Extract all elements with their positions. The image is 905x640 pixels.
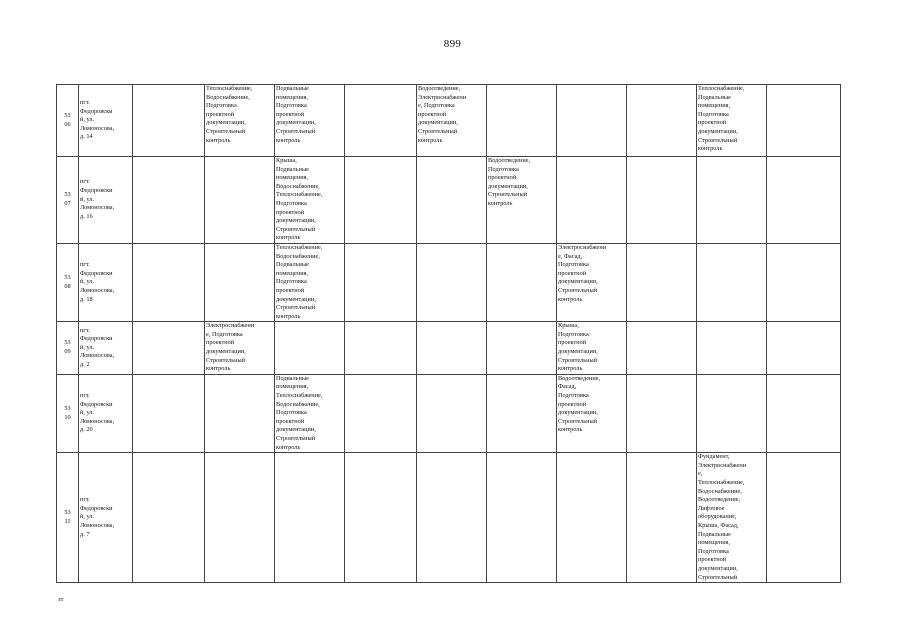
- work-text: Электроснабжени е, Фасад, Подготовка проектной документации, Строительный контроль: [558, 243, 607, 303]
- work-text: Теплоснабжение, Водоснабжение, Подвальные помещения, Подготовка проектной документации, Строительный контроль: [276, 243, 323, 320]
- address-cell: [79, 157, 133, 244]
- work-cell: [627, 157, 697, 244]
- footer-code: зт: [58, 596, 64, 603]
- work-cell: [133, 322, 205, 375]
- work-cell: [133, 453, 205, 583]
- address-cell: [79, 243, 133, 321]
- work-cell: [345, 85, 417, 157]
- address-text: пгт. Федоровски й, ул. Ломоносова, д. 16: [80, 178, 115, 220]
- row-number: 53 06: [64, 111, 71, 128]
- table-row: [57, 85, 841, 157]
- work-cell: [767, 453, 841, 583]
- address-cell: [79, 453, 133, 583]
- address-text: пгт. Федоровски й, ул. Ломоносова, д. 2: [80, 326, 115, 368]
- row-number-cell: [57, 157, 79, 244]
- work-cell: [557, 85, 627, 157]
- work-cell: [205, 374, 275, 452]
- work-text: Крыша, Подготовка проектной документации, Строительный контроль: [558, 322, 598, 373]
- work-text: Подвальные помещения, Теплоснабжение, Водоснабжение, Подготовка проектной документации, Строительный контроль: [276, 374, 323, 451]
- work-cell: [133, 243, 205, 321]
- work-cell: [697, 85, 767, 157]
- table-row: [57, 453, 841, 583]
- work-text: Водоотведение, Электроснабжени е, Подготовка проектной документации, Строительный контроль: [418, 85, 467, 144]
- address-text: пгт. Федоровски й, ул. Ломоносова, д. 20: [80, 392, 115, 434]
- work-cell: [767, 85, 841, 157]
- work-cell: [205, 157, 275, 244]
- work-cell: [627, 243, 697, 321]
- table-row: [57, 322, 841, 375]
- work-cell: [487, 157, 557, 244]
- work-cell: [697, 374, 767, 452]
- work-cell: [345, 157, 417, 244]
- row-number: 53 07: [64, 191, 71, 207]
- work-text: Водоотведение, Фасад, Подготовка проектной документации, Строительный контроль: [558, 374, 601, 434]
- work-cell: [205, 85, 275, 157]
- work-cell: [487, 243, 557, 321]
- work-cell: [345, 374, 417, 452]
- work-cell: [557, 157, 627, 244]
- row-number-cell: [57, 85, 79, 157]
- table-row: [57, 374, 841, 452]
- work-cell: [767, 243, 841, 321]
- work-cell: [487, 322, 557, 375]
- work-text: Теплоснабжение, Водоснабжение, Подготовка проектной документации, Строительный контроль: [206, 85, 253, 144]
- work-text: Водоотведение, Подготовка проектной документации, Строительный контроль: [488, 157, 531, 207]
- work-cell: [417, 322, 487, 375]
- work-cell: [557, 243, 627, 321]
- work-cell: [697, 322, 767, 375]
- work-cell: [697, 243, 767, 321]
- work-cell: [557, 322, 627, 375]
- work-text: Подвальные помещения, Подготовка проектной документации, Строительный контроль: [276, 85, 316, 144]
- work-cell: [417, 85, 487, 157]
- table-row: [57, 157, 841, 244]
- work-cell: [275, 157, 345, 244]
- work-cell: [275, 374, 345, 452]
- work-cell: [275, 453, 345, 583]
- work-cell: [275, 243, 345, 321]
- row-number: 53 11: [64, 509, 71, 525]
- work-cell: [417, 374, 487, 452]
- work-cell: [133, 85, 205, 157]
- work-cell: [627, 374, 697, 452]
- address-text: пгт. Федоровски й, ул. Ломоносова, д. 14: [80, 99, 115, 141]
- work-cell: [627, 85, 697, 157]
- work-cell: [345, 322, 417, 375]
- row-number-cell: [57, 453, 79, 583]
- row-number-cell: [57, 243, 79, 321]
- work-text: Теплоснабжение, Подвальные помещения, Подготовка проектной документации, Строительный контроль: [698, 85, 745, 153]
- row-number-cell: [57, 322, 79, 375]
- work-cell: [345, 453, 417, 583]
- work-text: Электроснабжени е, Подготовка проектной документации, Строительный контроль: [206, 322, 255, 373]
- work-cell: [767, 322, 841, 375]
- work-cell: [697, 453, 767, 583]
- work-cell: [557, 453, 627, 583]
- work-cell: [275, 322, 345, 375]
- work-cell: [205, 243, 275, 321]
- work-cell: [487, 85, 557, 157]
- address-cell: [79, 85, 133, 157]
- work-cell: [767, 157, 841, 244]
- table-row: [57, 243, 841, 321]
- work-cell: [417, 453, 487, 583]
- page-number: 899: [443, 38, 462, 50]
- row-number: 53 09: [64, 339, 71, 356]
- address-text: пгт. Федоровски й, ул. Ломоносова, д. 18: [80, 261, 115, 303]
- row-number-cell: [57, 374, 79, 452]
- work-cell: [487, 453, 557, 583]
- work-text: Фундамент, Электроснабжени е, Теплоснабжение, Водоснабжение, Водоотведение, Лифтовое оборудование, Крыша, Фасад, Подвальные помещения, Подготовка проектной документации, Строительный: [698, 453, 747, 581]
- work-cell: [697, 157, 767, 244]
- address-text: пгт. Федоровски й, ул. Ломоносова, д. 7: [80, 496, 115, 538]
- address-cell: [79, 322, 133, 375]
- work-cell: [133, 374, 205, 452]
- work-cell: [627, 322, 697, 375]
- work-cell: [205, 322, 275, 375]
- work-cell: [557, 374, 627, 452]
- work-cell: [205, 453, 275, 583]
- row-number: 53 08: [64, 274, 71, 290]
- address-cell: [79, 374, 133, 452]
- work-cell: [487, 374, 557, 452]
- work-cell: [345, 243, 417, 321]
- work-text: Крыша, Подвальные помещения, Водоснабжение, Теплоснабжение, Подготовка проектной документации, Строительный контроль: [276, 157, 323, 242]
- work-cell: [627, 453, 697, 583]
- work-cell: [133, 157, 205, 244]
- work-cell: [417, 157, 487, 244]
- row-number: 53 10: [64, 404, 71, 421]
- capital-repair-table: [56, 84, 841, 583]
- work-cell: [767, 374, 841, 452]
- work-cell: [275, 85, 345, 157]
- work-cell: [417, 243, 487, 321]
